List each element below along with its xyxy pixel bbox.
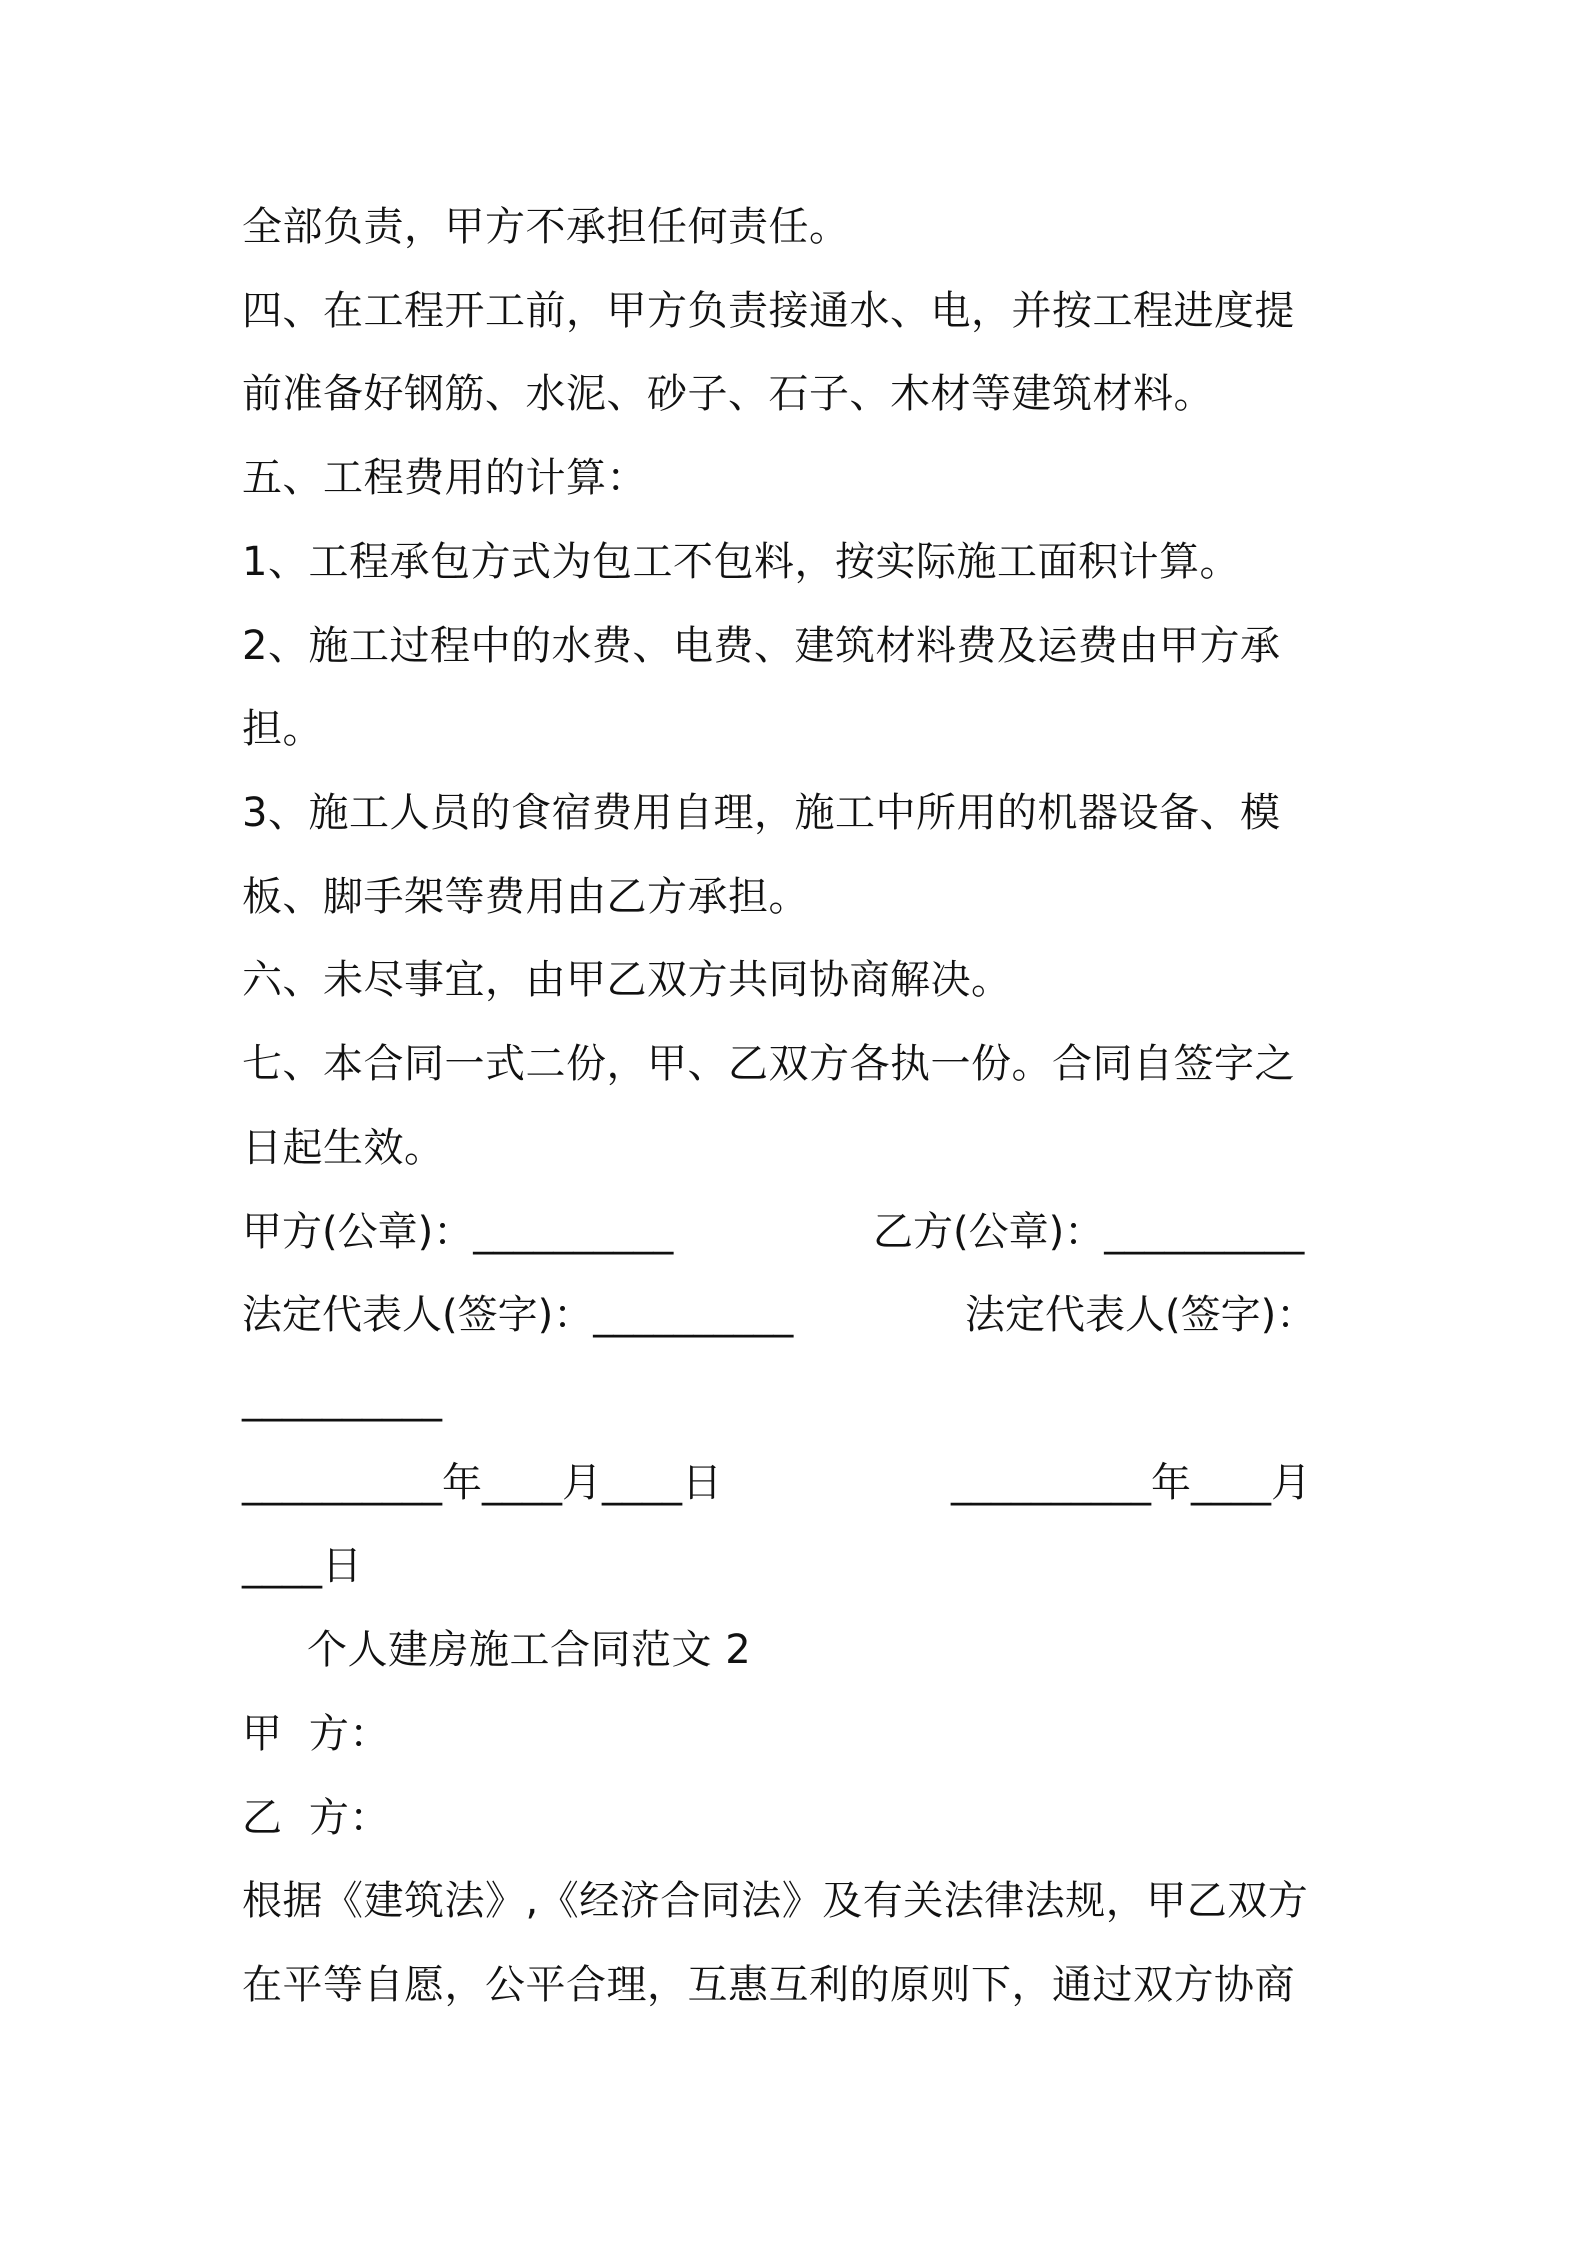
party-b-date-field: __________年____月	[951, 1460, 1311, 1506]
clause-text-line: 全部负责，甲方不承担任何责任。	[242, 204, 850, 250]
clause-four-line-1: 四、在工程开工前，甲方负责接通水、电，并按工程进度提	[242, 288, 1295, 334]
party-b-representative-blank: __________	[242, 1376, 442, 1422]
fee-item-1: 1、工程承包方式为包工不包料，按实际施工面积计算。	[242, 539, 1240, 585]
fee-item-3-line-2: 板、脚手架等费用由乙方承担。	[242, 874, 809, 920]
fee-item-2-line-2: 担。	[242, 706, 323, 752]
clause-seven-line-1: 七、本合同一式二份，甲、乙双方各执一份。合同自签字之	[242, 1041, 1295, 1087]
clause-four-line-2: 前准备好钢筋、水泥、砂子、石子、木材等建筑材料。	[242, 371, 1214, 417]
second-contract-title: 个人建房施工合同范文 2	[307, 1627, 752, 1673]
party-b-date-day: ____日	[242, 1543, 362, 1589]
fee-item-3-line-1: 3、施工人员的食宿费用自理，施工中所用的机器设备、模	[242, 790, 1281, 836]
party-a-seal-field: 甲方(公章)：__________	[242, 1209, 674, 1255]
fee-item-2-line-1: 2、施工过程中的水费、电费、建筑材料费及运费由甲方承	[242, 623, 1281, 669]
party-a-date-field: __________年____月____日	[242, 1460, 722, 1506]
preamble-line-1: 根据《建筑法》,《经济合同法》及有关法律法规，甲乙双方	[242, 1878, 1309, 1924]
party-a-representative-field: 法定代表人(签字)：__________	[242, 1292, 794, 1338]
preamble-line-2: 在平等自愿，公平合理，互惠互利的原则下，通过双方协商	[242, 1962, 1295, 2008]
clause-five-heading: 五、工程费用的计算：	[242, 455, 647, 501]
party-b-representative-label: 法定代表人(签字)：	[965, 1292, 1317, 1338]
party-b-label: 乙 方：	[242, 1795, 390, 1841]
clause-seven-line-2: 日起生效。	[242, 1125, 445, 1171]
party-a-label: 甲 方：	[242, 1711, 390, 1757]
party-b-seal-field: 乙方(公章)：__________	[873, 1209, 1305, 1255]
clause-six: 六、未尽事宜，由甲乙双方共同协商解决。	[242, 957, 1012, 1003]
